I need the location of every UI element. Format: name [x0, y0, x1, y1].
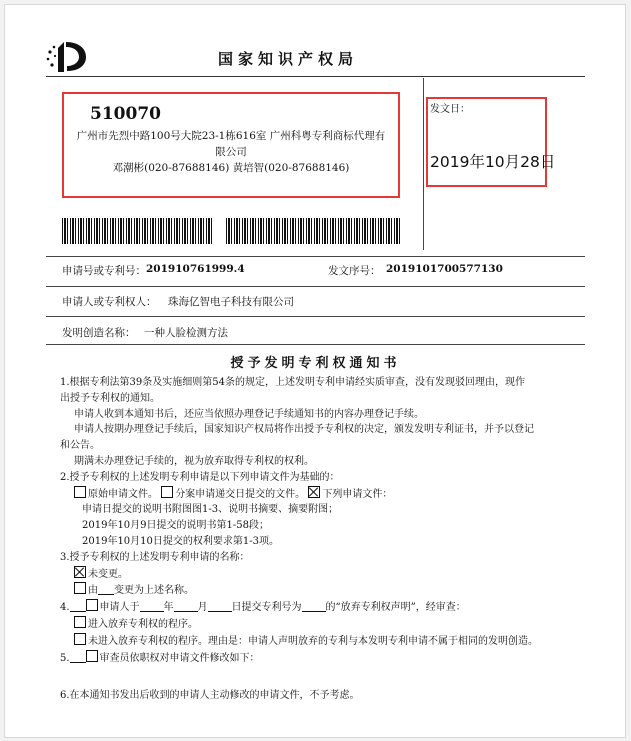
blank-field — [70, 601, 86, 612]
text: 月 — [197, 602, 208, 614]
postcode: 510070 — [90, 104, 161, 124]
barcode — [226, 218, 400, 244]
item-number: 5. — [60, 652, 70, 664]
barcode — [62, 218, 212, 244]
name-option — [60, 582, 570, 599]
paragraph: 6.在本通知书发出后收到的申请人主动修改的申请文件，不予考虑。 — [60, 690, 360, 702]
paragraph: 期满未办理登记手续的，视为放弃取得专利权的权利。 — [74, 455, 314, 467]
option-label: 由 — [88, 585, 98, 597]
option-label: 分案申请递交日提交的文件。 — [175, 488, 306, 500]
header-divider — [46, 76, 585, 77]
not-enter-abandon-checkbox[interactable] — [74, 633, 86, 645]
document-item: 2019年10月9日提交的说明书第1-58段； — [82, 520, 270, 532]
text: 日提交专利号为 — [231, 602, 302, 614]
divider — [46, 286, 585, 287]
abandon-declaration — [60, 599, 570, 616]
address-line: 广州市先烈中路100号大院23-1栋616室 广州科粤专利商标代理有 — [76, 130, 386, 142]
header-column-divider — [423, 78, 424, 250]
text: 年 — [163, 602, 174, 614]
basis-options — [60, 486, 570, 503]
paragraph: 和公告。 — [60, 440, 100, 452]
document-item: 申请日提交的说明书附图图1-3、说明书摘要、摘要附图； — [82, 504, 339, 516]
cnipa-logo-icon — [44, 38, 90, 74]
divider — [46, 344, 585, 345]
divider — [46, 256, 585, 257]
examiner-amendment — [60, 650, 570, 667]
option-label: 下列申请文件： — [322, 488, 393, 500]
agent-contacts: 邓潮彬(020-87688146) 黄培智(020-87688146) — [112, 162, 350, 174]
blank-field — [70, 652, 86, 663]
option-label: 原始申请文件。 — [88, 488, 158, 500]
abandon-declaration-checkbox[interactable] — [86, 599, 98, 611]
option-label: 变更为上述名称。 — [114, 585, 194, 597]
paragraph: 2.授予专利权的上述发明专利申请是以下列申请文件为基础的： — [60, 471, 340, 483]
paragraph: 1.根据专利法第39条及实施细则第54条的规定，上述发明专利申请经实质审查，没有发现驳回理由，现作 — [60, 377, 525, 388]
paragraph: 申请人收到本通知书后，还应当依照办理登记手续通知书的内容办理登记手续。 — [74, 408, 424, 420]
text: 的“放弃专利权声明”，经审查： — [325, 602, 466, 614]
listed-docs-checkbox[interactable] — [308, 486, 320, 498]
invention-label: 发明创造名称： — [62, 327, 136, 339]
text: 申请人于 — [99, 602, 140, 614]
blank-field — [208, 601, 232, 612]
paragraph: 申请人按期办理登记手续后，国家知识产权局将作出授予专利权的决定，颁发发明专利证书，并予以登记 — [74, 424, 534, 436]
dispatch-date-label: 发文日： — [430, 104, 470, 115]
blank-field — [302, 601, 326, 612]
address-line: 限公司 — [215, 146, 247, 158]
notice-body — [60, 375, 570, 704]
serial-label: 发文序号： — [328, 265, 381, 277]
dispatch-date: 2019年10月28日 — [430, 153, 556, 171]
name-option — [60, 566, 570, 583]
examiner-amendment-checkbox[interactable] — [86, 650, 98, 662]
invention-title: 一种人脸检测方法 — [144, 327, 228, 339]
applicant-label: 申请人或专利权人： — [62, 296, 157, 308]
paragraph: 3.授予专利权的上述发明专利申请的名称： — [60, 551, 250, 563]
blank-field — [140, 601, 164, 612]
option-label: 未进入放弃专利权的程序。理由是：申请人声明放弃的专利与本发明专利申请不属于相同的发明创造。 — [88, 635, 538, 647]
abandon-option — [60, 633, 570, 650]
recipient-address — [68, 128, 394, 176]
item-number: 4. — [60, 602, 70, 614]
document-item: 2019年10月10日提交的权利要求第1-3项。 — [82, 535, 280, 547]
blank-field — [98, 584, 114, 595]
divider — [46, 316, 585, 317]
app-no-label: 申请号或专利号： — [62, 265, 146, 277]
office-title: 国家知识产权局 — [218, 50, 359, 68]
enter-abandon-checkbox[interactable] — [74, 616, 86, 628]
name-unchanged-checkbox[interactable] — [74, 566, 86, 578]
serial-number: 2019101700577130 — [386, 263, 503, 275]
name-changed-checkbox[interactable] — [74, 582, 86, 594]
app-no: 201910761999.4 — [146, 263, 245, 275]
option-label: 未变更。 — [88, 568, 128, 580]
divisional-docs-checkbox[interactable] — [161, 486, 173, 498]
option-label: 进入放弃专利权的程序。 — [88, 618, 198, 630]
option-label: 审查员依职权对申请文件修改如下： — [99, 652, 260, 664]
notice-title: 授予发明专利权通知书 — [230, 356, 401, 371]
applicant-name: 珠海亿智电子科技有限公司 — [168, 296, 294, 308]
paragraph: 出授予专利权的通知。 — [60, 392, 160, 404]
blank-field — [174, 601, 198, 612]
abandon-option — [60, 616, 570, 633]
original-docs-checkbox[interactable] — [74, 486, 86, 498]
